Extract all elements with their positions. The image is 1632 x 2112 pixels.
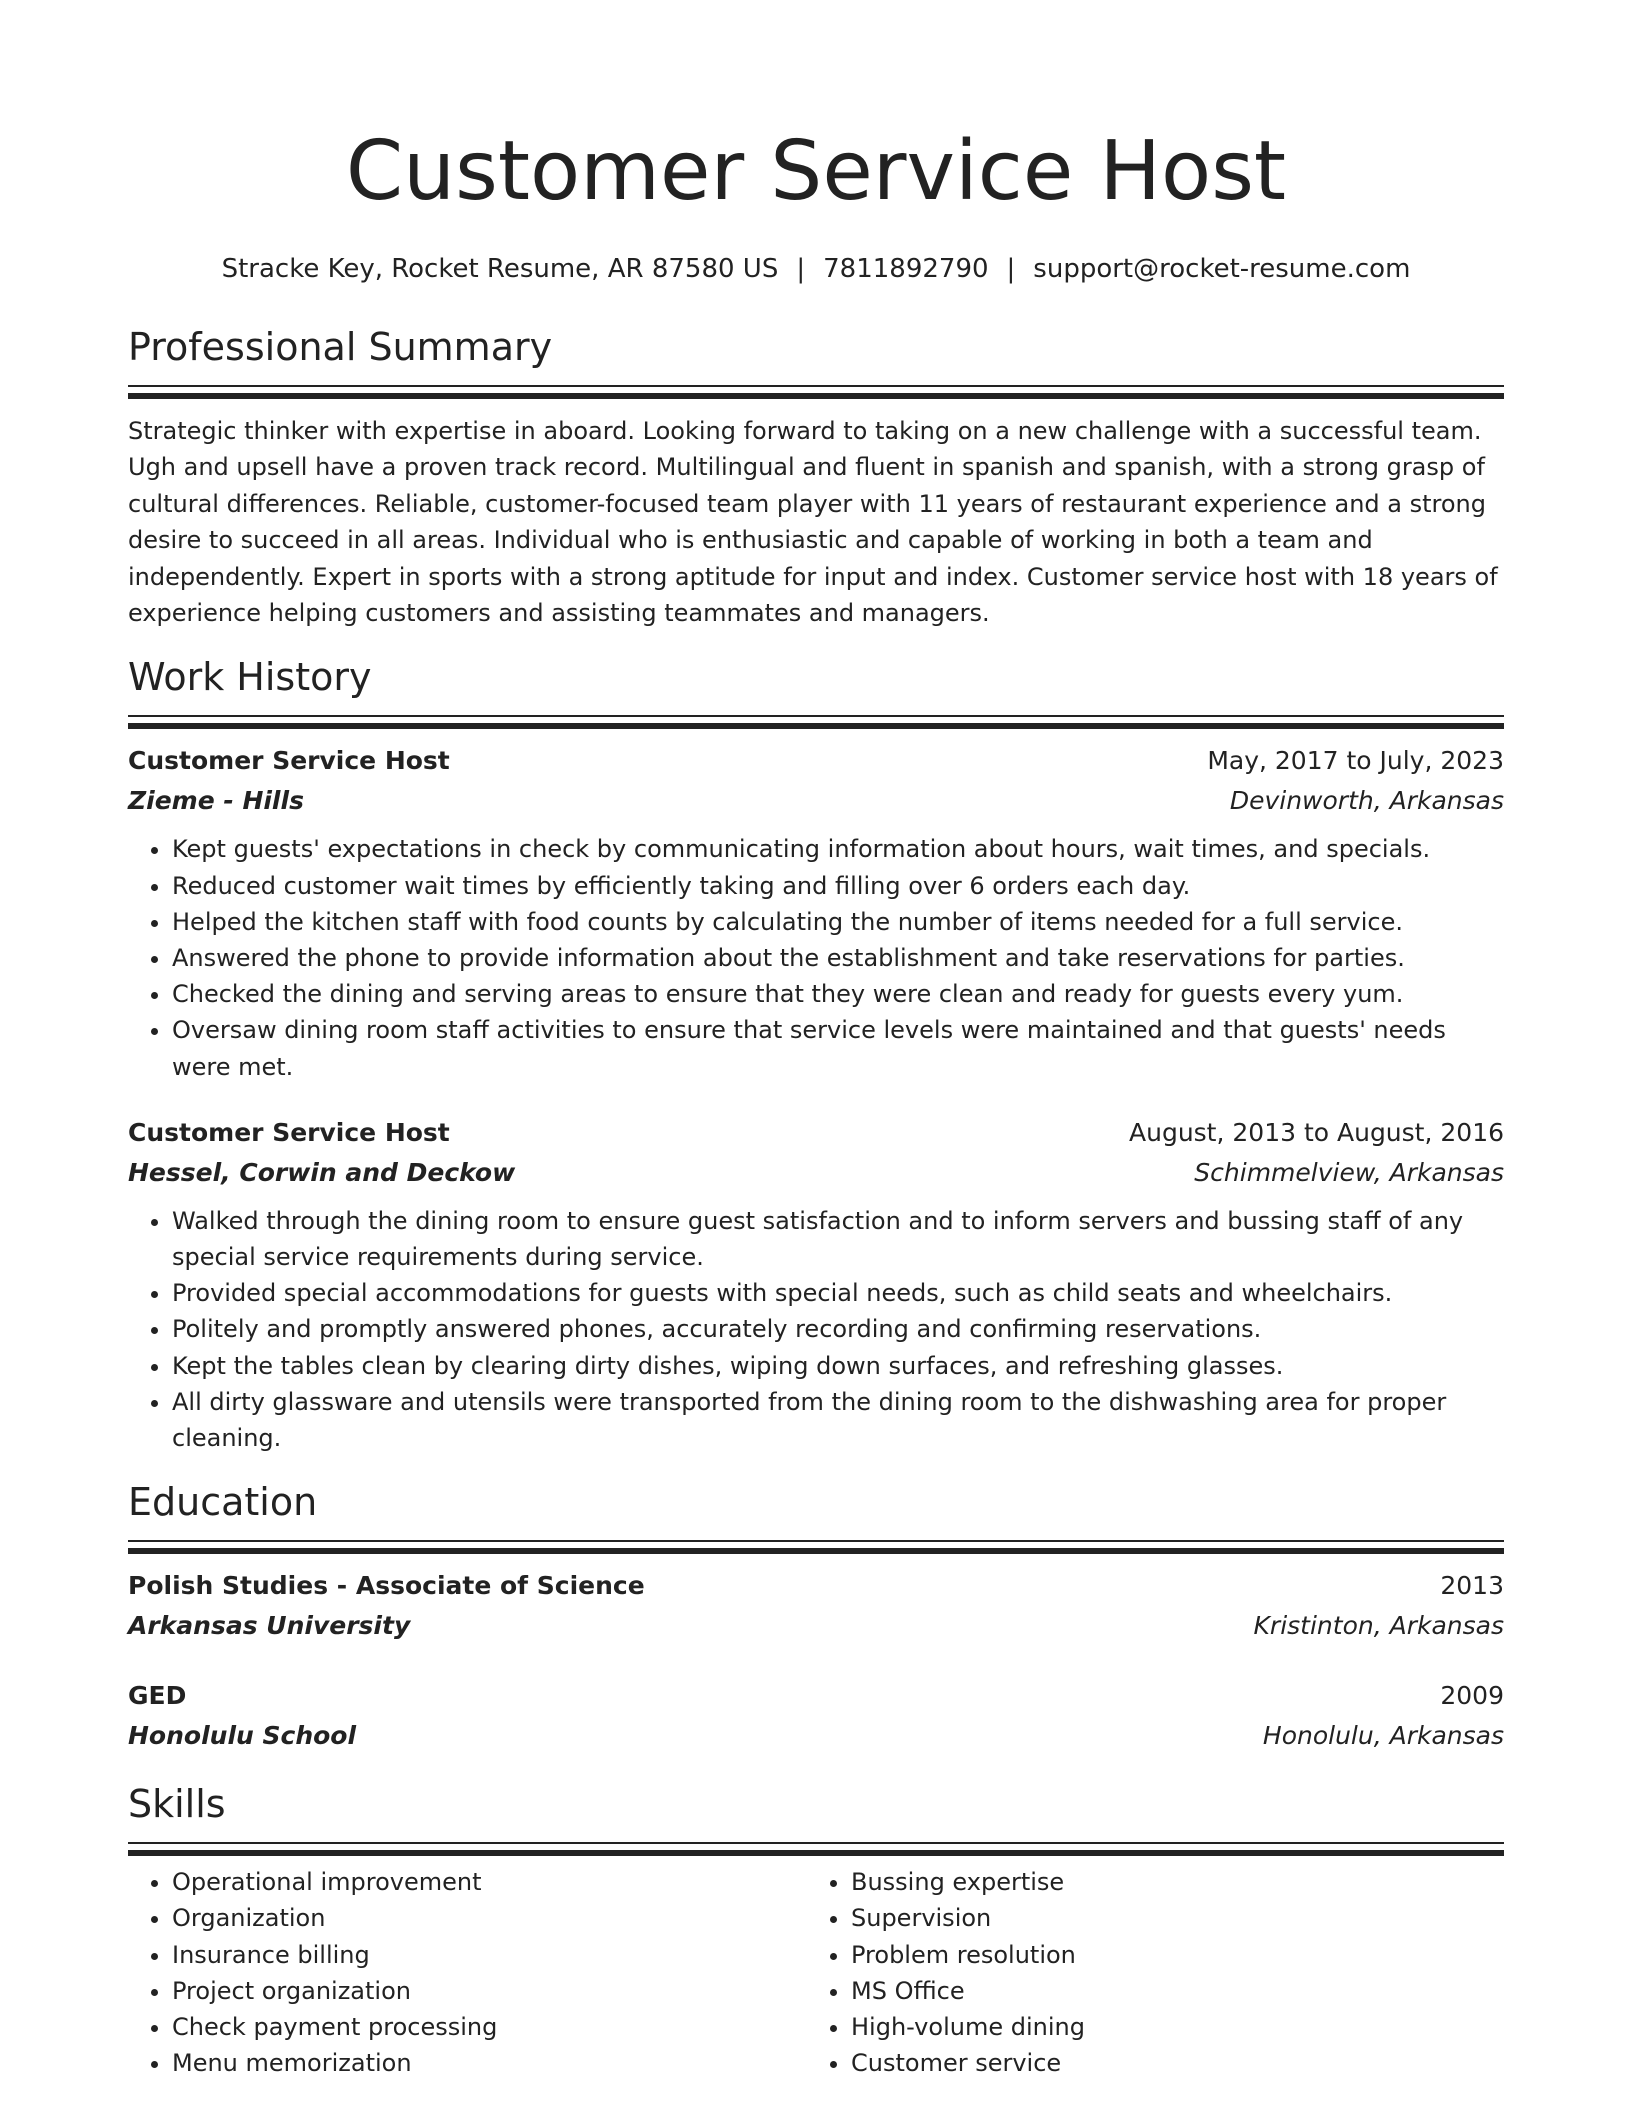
skills-columns xyxy=(128,1864,1504,2081)
section-divider xyxy=(128,1540,1504,1542)
education-year: 2009 xyxy=(1440,1681,1504,1711)
list-item: • Customer service xyxy=(851,2045,1486,2081)
job-location: Devinworth, Arkansas xyxy=(1229,786,1504,816)
resume-page xyxy=(128,0,1504,2082)
list-item: • Operational improvement xyxy=(172,1864,807,1900)
education-degree: Polish Studies - Associate of Science xyxy=(128,1571,645,1601)
job-dates: May, 2017 to July, 2023 xyxy=(1207,746,1504,776)
job-company: Zieme - Hills xyxy=(128,786,304,816)
education-location: Kristinton, Arkansas xyxy=(1253,1611,1504,1641)
list-item: • MS Office xyxy=(851,1973,1486,2009)
list-item: • Oversaw dining room staff activities to ensure that service levels were maintained and that guests' needs were met. xyxy=(172,1012,1504,1084)
education-school: Arkansas University xyxy=(128,1611,411,1641)
list-item: • Kept the tables clean by clearing dirty dishes, wiping down surfaces, and refreshing glasses. xyxy=(172,1348,1504,1384)
summary-text: Strategic thinker with expertise in aboard. Looking forward to taking on a new challenge with a successful team. Ugh and upsell have a proven track record. Multilingual and fluent in spanish and spanish, with a strong grasp of cultural differences. Reliable, customer-focused team player with 11 years of restaurant experience and a strong desire to succeed in all areas. Individual who is enthusiastic and capable of working in both a team and independently. Expert in sports with a strong aptitude for input and index. Customer service host with 18 years of experience helping customers and assisting teammates and managers. xyxy=(128,417,1498,628)
list-item: • Project organization xyxy=(172,1973,807,2009)
contact-email: support@rocket-resume.com xyxy=(1033,254,1411,284)
list-item: • All dirty glassware and utensils were transported from the dining room to the dishwashing area for proper cleaning. xyxy=(172,1384,1504,1456)
section-title-education: Education xyxy=(128,1480,318,1525)
education-section xyxy=(128,1478,1504,1756)
section-title-work: Work History xyxy=(128,655,372,700)
list-item: • Organization xyxy=(172,1900,807,1936)
section-divider-thick xyxy=(128,1850,1504,1856)
list-item: • Politely and promptly answered phones, accurately recording and confirming reservations. xyxy=(172,1311,1504,1347)
section-divider-thick xyxy=(128,723,1504,729)
list-item: • Supervision xyxy=(851,1900,1486,1936)
summary-section xyxy=(128,323,1504,631)
education-entry xyxy=(128,1676,1504,1756)
list-item: • Insurance billing xyxy=(172,1937,807,1973)
job-bullets xyxy=(128,1203,1504,1456)
contact-phone: 7811892790 xyxy=(823,254,989,284)
list-item: • Walked through the dining room to ensure guest satisfaction and to inform servers and bussing staff of any special service requirements during service. xyxy=(172,1203,1504,1275)
list-item: • Check payment processing xyxy=(172,2009,807,2045)
job-bullets xyxy=(128,831,1504,1084)
list-item: • High-volume dining xyxy=(851,2009,1486,2045)
contact-line xyxy=(128,252,1504,286)
list-item: • Kept guests' expectations in check by communicating information about hours, wait times, and specials. xyxy=(172,831,1504,867)
job-title: Customer Service Host xyxy=(128,1117,450,1147)
education-entry xyxy=(128,1566,1504,1646)
skills-section xyxy=(128,1780,1504,2081)
list-item: • Checked the dining and serving areas to ensure that they were clean and ready for guests every yum. xyxy=(172,976,1504,1012)
education-degree: GED xyxy=(128,1681,187,1711)
job-company: Hessel, Corwin and Deckow xyxy=(128,1157,516,1187)
section-divider xyxy=(128,715,1504,717)
job-entry xyxy=(128,741,1504,1084)
education-location: Honolulu, Arkansas xyxy=(1262,1721,1504,1751)
list-item: • Bussing expertise xyxy=(851,1864,1486,1900)
education-school: Honolulu School xyxy=(128,1721,357,1751)
list-item: • Menu memorization xyxy=(172,2045,807,2081)
resume-name: Customer Service Host xyxy=(345,124,1287,219)
education-year: 2013 xyxy=(1440,1571,1504,1601)
section-title-summary: Professional Summary xyxy=(128,325,553,369)
section-divider xyxy=(128,385,1504,387)
skills-list-left xyxy=(128,1864,807,2081)
list-item: • Provided special accommodations for guests with special needs, such as child seats and wheelchairs. xyxy=(172,1275,1504,1311)
job-dates: August, 2013 to August, 2016 xyxy=(1129,1117,1504,1147)
list-item: • Answered the phone to provide information about the establishment and take reservations for parties. xyxy=(172,940,1504,976)
section-title-skills: Skills xyxy=(128,1782,226,1827)
work-section xyxy=(128,653,1504,1456)
section-divider xyxy=(128,1842,1504,1844)
list-item: • Helped the kitchen staff with food counts by calculating the number of items needed for a full service. xyxy=(172,904,1504,940)
job-title: Customer Service Host xyxy=(128,746,450,776)
job-entry xyxy=(128,1113,1504,1456)
contact-separator: | xyxy=(796,254,806,284)
skills-list-right xyxy=(807,1864,1486,2081)
job-location: Schimmelview, Arkansas xyxy=(1194,1157,1504,1187)
contact-address: Stracke Key, Rocket Resume, AR 87580 US xyxy=(221,254,779,284)
contact-separator: | xyxy=(1006,254,1016,284)
list-item: • Problem resolution xyxy=(851,1937,1486,1973)
section-divider-thick xyxy=(128,393,1504,399)
list-item: • Reduced customer wait times by efficiently taking and filling over 6 orders each day. xyxy=(172,868,1504,904)
section-divider-thick xyxy=(128,1548,1504,1554)
